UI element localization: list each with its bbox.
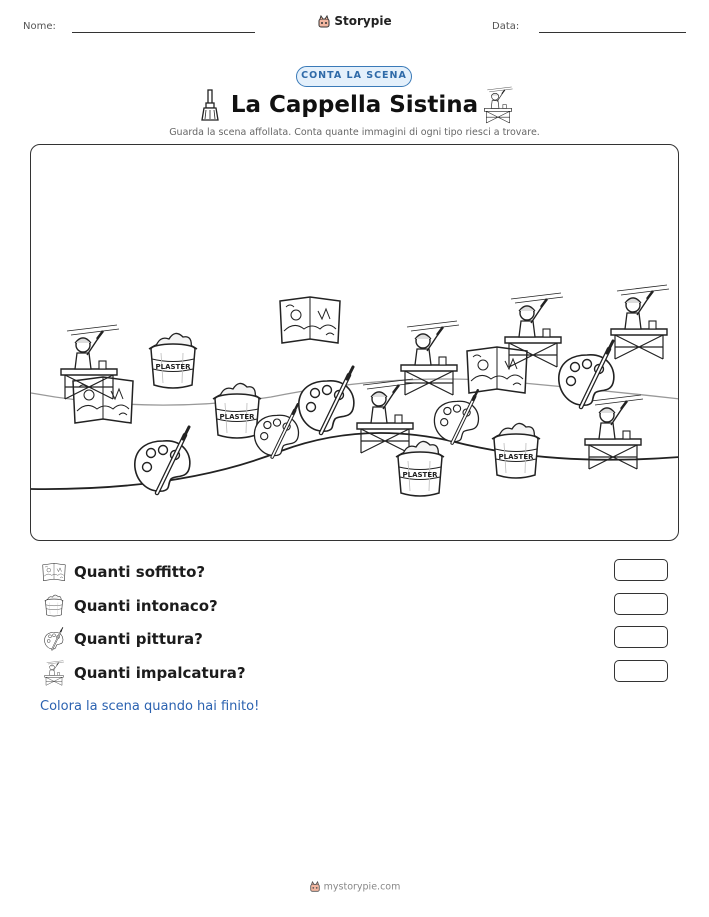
question-text: Quanti pittura? xyxy=(74,630,203,648)
plaster-label: PLASTER xyxy=(498,453,534,461)
answer-box-ceiling[interactable] xyxy=(614,559,668,581)
question-row xyxy=(42,594,218,618)
storypie-logo-icon xyxy=(317,15,331,29)
paint-palette xyxy=(299,367,354,433)
date-label: Data: xyxy=(492,21,520,32)
question-row xyxy=(42,627,203,651)
plaster-label: PLASTER xyxy=(219,413,255,421)
plaster-bucket-icon xyxy=(42,594,66,618)
paint-palette xyxy=(434,390,478,443)
ceiling-painting-icon xyxy=(42,562,66,582)
page-title: La Cappella Sistina xyxy=(230,92,479,118)
plaster-label: PLASTER xyxy=(402,471,438,479)
name-field[interactable] xyxy=(72,32,255,33)
question-text: Quanti soffitto? xyxy=(74,563,206,581)
name-label: Nome: xyxy=(23,21,56,32)
storypie-logo-icon xyxy=(309,881,321,893)
scene-illustration xyxy=(31,145,679,541)
ceiling-painting xyxy=(280,297,340,343)
paint-palette-icon xyxy=(42,627,66,651)
brand-name: Storypie xyxy=(334,14,392,28)
scaffold-painter xyxy=(611,285,669,359)
paint-palette xyxy=(559,341,614,407)
footer-url[interactable]: mystorypie.com xyxy=(323,881,401,893)
scaffold-painter xyxy=(357,379,415,453)
question-row xyxy=(42,560,205,584)
plaster-bucket xyxy=(149,333,197,388)
plaster-bucket xyxy=(213,383,261,438)
answer-box-plaster[interactable] xyxy=(614,593,668,615)
question-text: Quanti impalcatura? xyxy=(74,664,246,682)
paint-palette xyxy=(254,404,298,457)
answer-box-scaffold[interactable] xyxy=(614,660,668,682)
scaffold-painter-icon xyxy=(480,86,516,124)
plaster-label: PLASTER xyxy=(155,363,191,371)
coloring-instruction: Colora la scena quando hai finito! xyxy=(40,699,260,714)
activity-badge: CONTA LA SCENA xyxy=(296,66,412,87)
front-hill-line xyxy=(31,433,679,489)
date-field[interactable] xyxy=(539,32,686,33)
answer-box-paint[interactable] xyxy=(614,626,668,648)
question-text: Quanti intonaco? xyxy=(74,597,218,615)
paint-palette xyxy=(135,427,190,493)
plaster-bucket xyxy=(492,423,540,478)
question-row xyxy=(42,661,246,685)
scaffold-painter-icon xyxy=(42,660,66,686)
footer xyxy=(0,881,709,893)
scaffold-painter xyxy=(585,395,643,469)
counting-scene xyxy=(30,144,679,541)
instructions-subtitle: Guarda la scena affollata. Conta quante immagini di ogni tipo riesci a trovare. xyxy=(169,127,540,138)
brand-header xyxy=(0,14,709,29)
ceiling-painting xyxy=(467,347,527,393)
